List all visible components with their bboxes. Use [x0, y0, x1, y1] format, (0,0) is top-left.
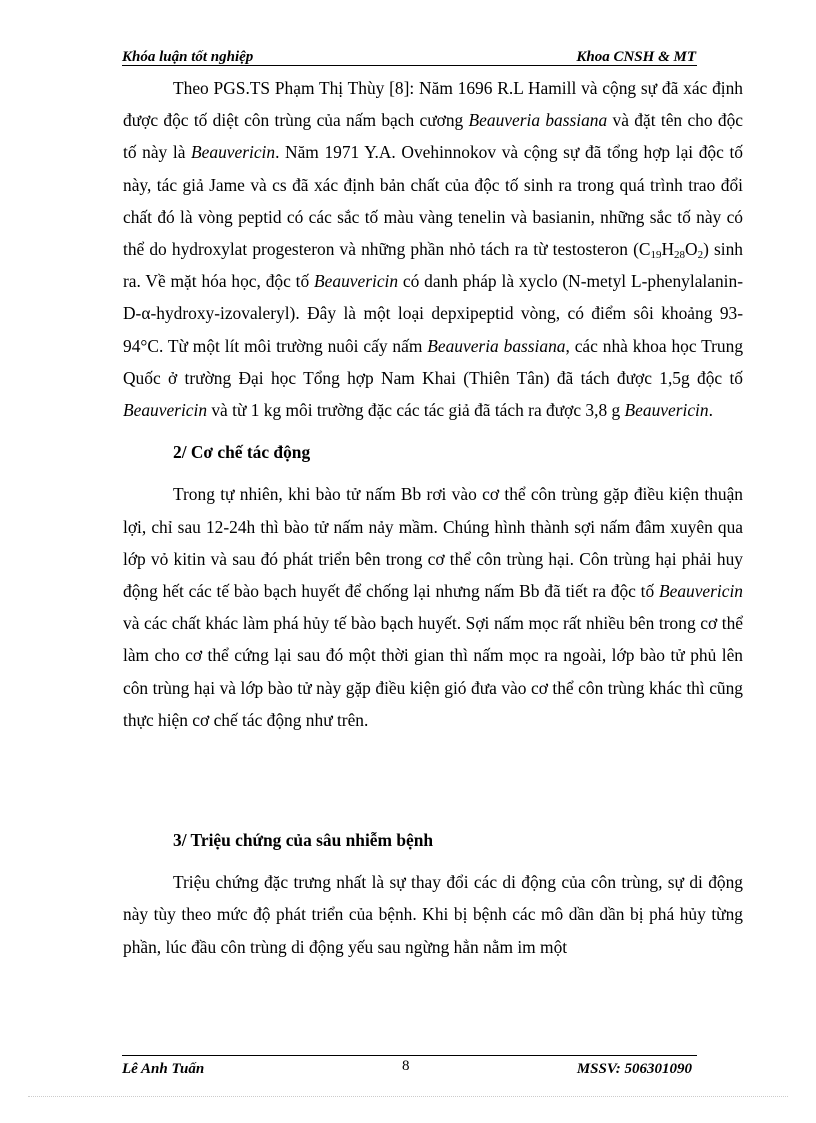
formula-subscript: 2: [697, 249, 704, 262]
text-run: .: [708, 400, 713, 421]
section-heading-mechanism: 2/ Cơ chế tác động: [173, 442, 311, 463]
text-run: Trong tự nhiên, khi bào tử nấm Bb rơi vào cơ thể côn trùng gặp điều kiện thuận lợi, chỉ sau 12-24h thì bào tử nấm nảy mầm. Chúng hình thành sợi nấm đâm xuyên qua lớp vỏ kitin và sau đó phát triển bên trong cơ thể côn trùng hại. Côn trùng hại phải huy động hết các tế bào bạch huyết để chống lại nhưng nấm Bb đã tiết ra độc tố: [123, 484, 743, 602]
formula-subscript: 19: [650, 249, 662, 262]
text-run: và đặt tên cho độc tố này là: [123, 110, 743, 163]
toxin-name: Beauvericin: [314, 271, 399, 292]
footer-rule: [122, 1055, 697, 1056]
spacer: [123, 426, 743, 436]
page-header: [122, 46, 696, 66]
text-run: và các chất khác làm phá hủy tế bào bạch huyết. Sợi nấm mọc rất nhiều bên trong cơ thể làm cho cơ thể cứng lại sau đó một thời gian thì nấm mọc ra ngoài, lớp bào tử phủ lên côn trùng hại và lớp bào tử này gặp điều kiện gió đưa vào cơ thể côn trùng khác thì cũng thực hiện cơ chế tác động như trên.: [123, 613, 743, 730]
spacer: [123, 468, 743, 478]
page-body: [123, 72, 743, 963]
header-thesis-label: Khóa luận tốt nghiệp: [122, 49, 254, 65]
toxin-name: Beauvericin: [191, 142, 276, 163]
paragraph-symptoms: Triệu chứng đặc trưng nhất là sự thay đổi các di động của côn trùng, sự di động này tùy theo mức độ phát triển của bệnh. Khi bị bệnh các mô dần dần bị phá hủy từng phần, lúc đầu côn trùng di động yếu sau ngừng hẳn nằm im một: [123, 872, 743, 957]
text-run: . Năm 1971 Y.A. Ovehinnokov và cộng sự đã tổng hợp lại độc tố này, tác giả Jame và cs đã xác định bản chất của độc tố sinh ra trong quá trình trao đổi chất đó là vòng peptid có các sắc tố màu vàng tenelin và basianin, những sắc tố này có thể do hydroxylat progesteron và những phần nhỏ tách ra từ testosteron (C: [123, 142, 743, 260]
spacer: [123, 736, 743, 824]
text-run: O: [685, 239, 698, 260]
page-bottom-dotted-line: [28, 1096, 788, 1097]
page-footer: [122, 1058, 696, 1078]
spacer: [123, 856, 743, 866]
text-run: có danh pháp là xyclo (N-metyl L-phenylalanin-D-α-hydroxy-izovaleryl). Đây là một loại depxipeptid vòng, có điểm sôi khoảng 93-94°C. Từ một lít môi trường nuôi cấy nấm: [123, 271, 743, 356]
toxin-name: Beauvericin: [624, 400, 709, 421]
text-run: và từ 1 kg môi trường đặc các tác giả đã tách ra được 3,8 g: [207, 400, 625, 421]
toxin-name: Beauvericin: [658, 581, 743, 602]
section-heading-symptoms: 3/ Triệu chứng của sâu nhiễm bệnh: [173, 830, 434, 851]
species-name: Beauveria bassiana: [468, 110, 608, 131]
header-rule: [122, 65, 697, 66]
text-run: , các nhà khoa học Trung Quốc ở trường Đại học Tổng hợp Nam Khai (Thiên Tân) đã tách được 1,5g độc tố: [123, 335, 744, 388]
paragraph-beauvericin-history: [123, 72, 743, 426]
formula-subscript: 28: [674, 249, 686, 262]
text-run: H: [661, 239, 675, 260]
page-number: 8: [402, 1058, 410, 1074]
text-run: Theo PGS.TS Phạm Thị Thùy [8]: Năm 1696 R.L Hamill và cộng sự đã xác định được độc tố diệt côn trùng của nấm bạch cương: [123, 78, 743, 131]
footer-author: Lê Anh Tuấn: [122, 1061, 205, 1077]
header-faculty-label: Khoa CNSH & MT: [576, 49, 696, 65]
species-name: Beauveria bassiana: [427, 335, 566, 356]
toxin-name: Beauvericin: [123, 400, 208, 421]
paragraph-mechanism: [123, 478, 743, 736]
text-run: ) sinh ra. Về mặt hóa học, độc tố: [123, 239, 743, 292]
footer-student-id: MSSV: 506301090: [576, 1061, 692, 1077]
